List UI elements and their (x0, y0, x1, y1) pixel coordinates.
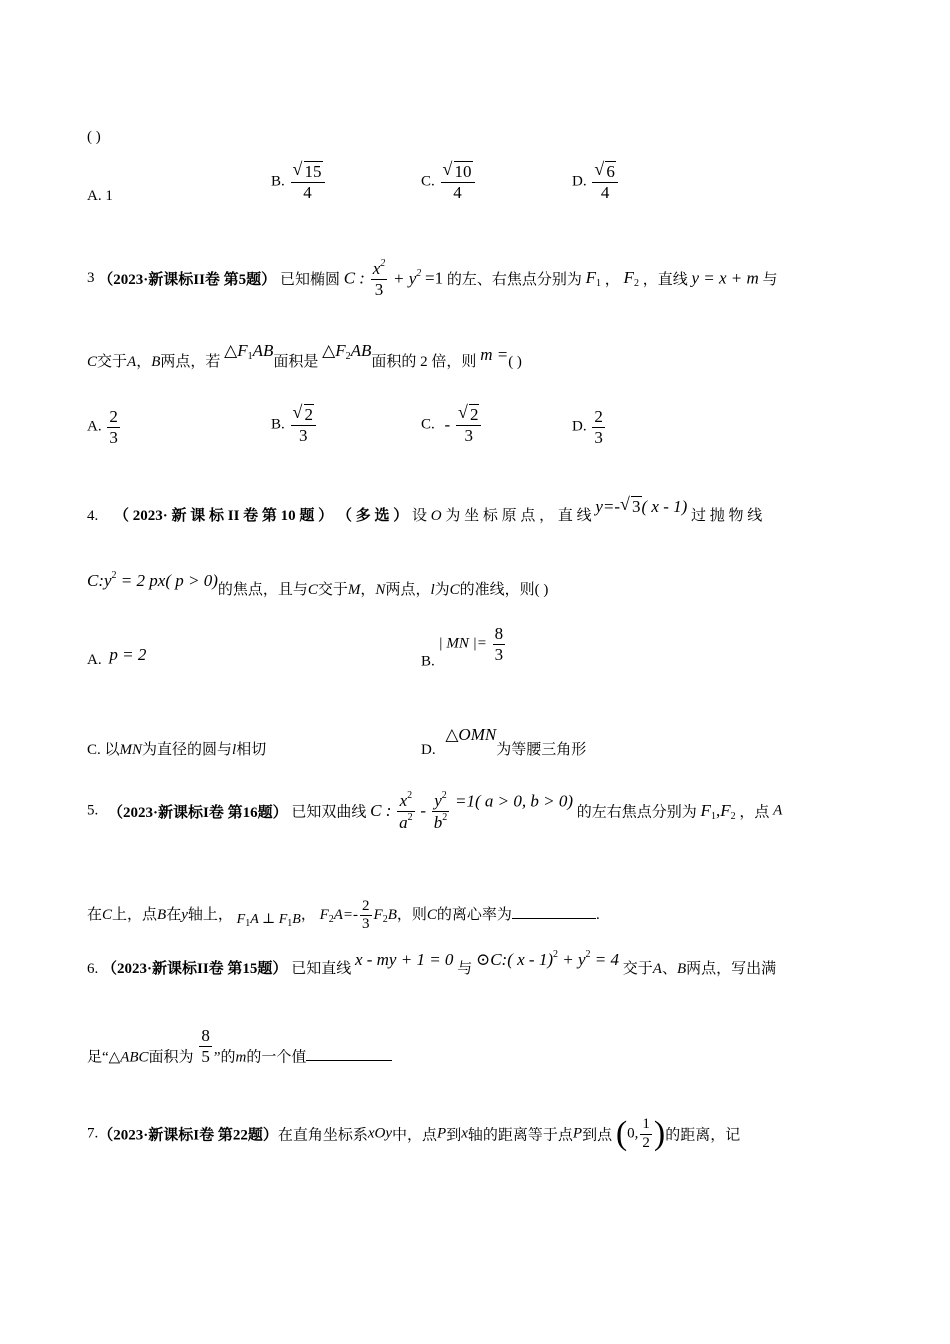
option-label: A. (87, 418, 102, 435)
q4-stem-line2: $C:y^2 = 2$ px( p > 0)的焦点，且与C交于M，N两点，l为C的准线，则( ) (87, 570, 549, 598)
question-number: 4. (87, 508, 99, 524)
stem-text: 面积是 (273, 354, 319, 370)
question-number: 7. (87, 1125, 99, 1142)
question-source: （2023·新课标II卷 第5题） (98, 272, 277, 289)
option-value: 1 (105, 188, 113, 204)
fraction: $\frac{1}{2}$ (642, 1116, 650, 1151)
option-label: D. (572, 418, 587, 435)
q3-stem-line1: 3 （2023·新课标II卷 第5题） 已知椭圆 C : $\frac{x^2}{3}$ + $y^2 =1$ 的左、右焦点分别为 $F_1$ ， $F_2$ ，直线 y = x + m 与 (87, 258, 778, 299)
answer-blank[interactable] (306, 1046, 392, 1061)
q3-option-d (572, 407, 607, 447)
parabola-equation: $C:y^2 = 2$ px( p > 0) (87, 570, 218, 590)
option-label: D. (421, 742, 436, 758)
option-label: C. (421, 173, 435, 190)
option-label: D. (572, 173, 587, 190)
fraction: √ 2 3 (456, 405, 482, 445)
radicand: 10 (454, 162, 472, 181)
vector-condition: $F_2A=-$ (319, 906, 359, 925)
question-number: 5. (87, 802, 99, 819)
q4-option-b (421, 624, 507, 670)
point-b: B (151, 354, 161, 370)
q2-option-b (271, 159, 327, 202)
q3-option-c: C. - √ 2 3 (421, 405, 483, 445)
option-label: B. (271, 416, 285, 433)
denominator: 4 (453, 182, 462, 202)
hyperbola-prefix: C : (370, 801, 392, 821)
line-equation: y=- √ 3( x - 1) (595, 494, 688, 516)
point-coordinate: (0, $\frac{1}{2}$ ) (615, 1115, 666, 1152)
q3-option-b (271, 402, 318, 445)
point-a: A (127, 354, 137, 370)
q4-option-a (87, 645, 147, 669)
question-source: （2023·新课标I卷 第22题） (98, 1127, 278, 1144)
option-label: B. (271, 173, 285, 190)
fraction: $\frac{2}{3}$ (594, 407, 603, 447)
answer-blank[interactable] (512, 904, 596, 919)
stem-text: 的左、右焦点分别为 (446, 272, 582, 289)
option-label: B. (421, 653, 435, 670)
origin-o: O (430, 508, 442, 524)
ellipse-term: + $y^2$ (393, 268, 422, 289)
fraction: √ 15 4 (291, 162, 325, 202)
q3-option-a (87, 407, 122, 447)
stem-text: 交于 (97, 354, 128, 370)
ellipse-equals: =1 (425, 268, 444, 288)
q2-option-a (87, 188, 113, 205)
triangle-omn: △OMN (445, 725, 497, 744)
triangle-abc: △ABC (108, 1049, 149, 1066)
ellipse-prefix: C : (343, 268, 365, 288)
fraction: √ 2 3 (291, 405, 317, 445)
focus-f2: $F_2$ (623, 268, 639, 290)
q3-stem-line2: C交于A，B两点，若 $\triangle F_1AB$面积是 $\triangle F_2AB$面积的 2 倍，则 m =( ) (87, 341, 522, 370)
stem-text: 已知椭圆 (279, 272, 340, 289)
denominator: 3 (374, 279, 384, 299)
radicand: 15 (304, 162, 322, 181)
q4-stem-line1: 4. （ 2023· 新 课 标 II 卷 第 10 题 ） （ 多 选 ） 设 O 为 坐 标 原 点 ， 直 线 y=- √ 3( x - 1) 过 抛 物 线 (87, 494, 763, 524)
radicand: 6 (606, 162, 615, 181)
q2-option-c (421, 159, 477, 202)
triangle-f2ab: $\triangle F_2AB$ (322, 341, 372, 362)
q4-option-c: C. 以MN为直径的圆与l相切 (87, 742, 267, 758)
line-equation: x - my + 1 = 0 (354, 950, 454, 969)
q4-option-d: D. △OMN为等腰三角形 (421, 725, 587, 758)
question-source: （2023·新课标I卷 第16题） (108, 804, 288, 821)
q5-stem-line1: 5. （2023·新课标I卷 第16题） 已知双曲线 C : $\frac{x^2}{a^2}$ - $\frac{y^2}{b^2}$ =1( a > 0, b > 0) 的左右焦点分别为 $F_1,F_2$ ，点 A (87, 790, 783, 832)
denominator: 4 (600, 182, 610, 202)
ellipse-fraction: $\frac{x^2}{3}$ (372, 258, 386, 299)
question-number: 6. (87, 961, 99, 977)
q2-option-d (572, 159, 620, 202)
line-equation: y = x + m (691, 268, 759, 288)
stem-text: ，直线 (642, 272, 688, 289)
fraction: √ 6 4 (592, 162, 618, 202)
fraction: $\frac{8}{5}$ (201, 1026, 210, 1066)
question-source: （2023·新课标II卷 第15题） (102, 961, 288, 977)
focus-f1: $F_1$ (585, 268, 602, 290)
option-label: A. (87, 652, 102, 668)
option-label: A. (87, 188, 102, 204)
fraction: $\frac{2}{3}$ (362, 898, 370, 933)
perpendicular-condition: $F_1A$ ⊥ $F_1B$ (236, 912, 301, 930)
triangle-f1ab: $\triangle F_1AB$ (224, 341, 274, 362)
answer-paren: ( ) (508, 354, 522, 370)
hyperbola-x-fraction: $\frac{x^2}{a^2}$ (399, 790, 413, 832)
multi-select-tag: （ 多 选 ） (336, 508, 409, 524)
stem-text: 与 (762, 272, 778, 289)
q5-stem-line2: 在C上，点B在y轴上， $F_1A$ ⊥ $F_1B$， $F_2A=-$ $\frac{2}{3}$ $F_2B$，则C的离心率为 . (87, 898, 600, 933)
q7-stem-line1: 7.（2023·新课标I卷 第22题）在直角坐标系xOy中，点P到x轴的距离等于点P到点 (0, $\frac{1}{2}$ )的距离，记 (87, 1115, 741, 1152)
answer-paren: ( ) (87, 129, 101, 145)
numerator: x (372, 259, 381, 278)
option-label: C. (421, 416, 435, 433)
q6-stem-line1: 6. （2023·新课标II卷 第15题） 已知直线 x - my + 1 = 0 与 ⊙C:( $x - 1)^2 + y^2 = 4$ 交于A、B两点，写出满 (87, 949, 777, 977)
stem-text: 面积的 2 倍，则 (371, 354, 477, 370)
question-number: 3 (87, 270, 95, 287)
hyperbola-y-fraction: $\frac{y^2}{b^2}$ (433, 790, 448, 832)
stem-text: 两点，若 (160, 354, 221, 370)
m-equals: m = (480, 345, 509, 364)
hyperbola-condition: =1( a > 0, b > 0) (455, 791, 574, 811)
fraction: $\frac{8}{3}$ (494, 624, 504, 664)
denominator: 4 (303, 182, 312, 202)
fraction: √ 10 4 (441, 162, 475, 202)
option-math: | MN |= (438, 635, 487, 652)
curve-c: C (87, 354, 98, 370)
question-source: （ 2023· 新 课 标 II 卷 第 10 题 ） (114, 508, 334, 524)
fraction: $\frac{2}{3}$ (109, 407, 118, 447)
option-math: p = 2 (109, 645, 147, 664)
circle-equation: ⊙C:( $x - 1)^2 + y^2 = 4$ (475, 949, 619, 969)
q6-stem-line2: 足“△ABC面积为 $\frac{8}{5}$ ”的m的一个值 (87, 1026, 392, 1066)
